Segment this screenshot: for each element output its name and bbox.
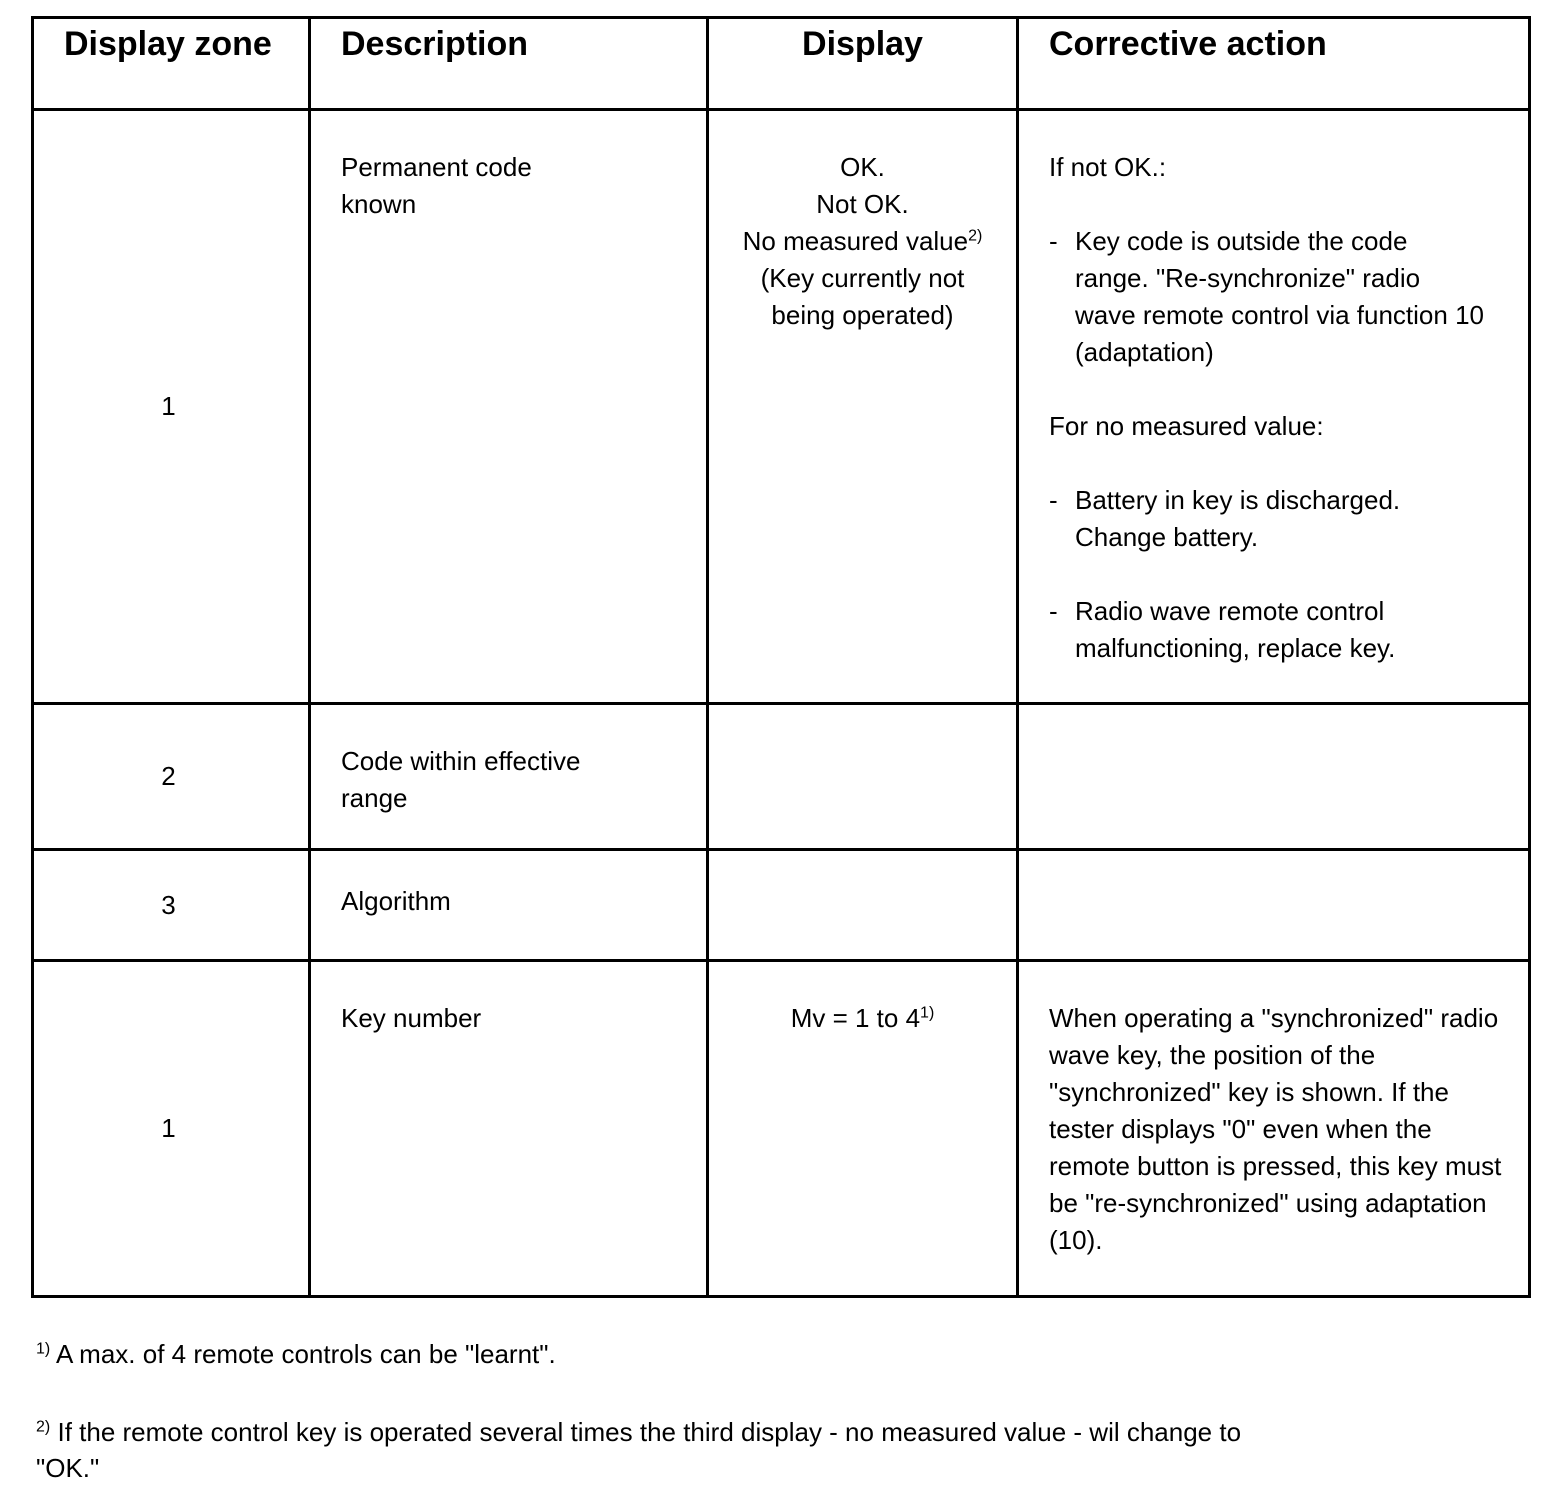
display-key-not-operated: (Key currently not being operated) — [760, 263, 965, 330]
footnote-text: If the remote control key is operated several times the third display - no measured value - wil change to "OK." — [36, 1417, 1242, 1483]
display-not-ok: Not OK. — [816, 189, 909, 219]
description-cell — [310, 850, 708, 961]
display-no-measured-value — [709, 223, 1016, 260]
description-text: Algorithm — [341, 886, 451, 916]
display-cell — [708, 704, 1018, 850]
footnote-2 — [36, 1414, 1276, 1486]
display-no-measured-value-text: No measured value — [742, 226, 969, 256]
table-header-row — [33, 18, 1530, 110]
corrective-action-cell — [1018, 850, 1530, 961]
footnote-text: A max. of 4 remote controls can be "learnt". — [56, 1339, 556, 1369]
zone-cell: 1 — [33, 110, 310, 704]
zone-cell: 2 — [33, 704, 310, 850]
display-ok: OK. — [840, 152, 885, 182]
footnote-mark: 1) — [36, 1340, 51, 1358]
corrective-action-cell — [1018, 110, 1530, 704]
description-cell — [310, 704, 708, 850]
corrective-bullet — [1049, 223, 1508, 371]
description-text: Permanent code known — [341, 152, 532, 219]
corrective-text: When operating a "synchronized" radio wave key, the position of the "synchronized" key is shown. If the tester displays "0" even when the remote button is pressed, this key must be "re-synchronized" using adaptation (10). — [1049, 1003, 1502, 1255]
footnote-mark: 2) — [36, 1418, 51, 1436]
header-display-zone: Display zone — [33, 18, 310, 110]
display-cell — [708, 110, 1018, 704]
corrective-if-not-ok: If not OK.: — [1049, 152, 1167, 182]
display-cell — [708, 961, 1018, 1297]
corrective-no-measured-value: For no measured value: — [1049, 411, 1324, 441]
corrective-bullet-text: Key code is outside the code range. "Re-synchronize" radio wave remote control via function 10 (adaptation) — [1075, 226, 1484, 367]
bullet-dash: - — [1049, 226, 1058, 256]
description-text: Key number — [341, 1003, 482, 1033]
display-cell — [708, 850, 1018, 961]
header-description: Description — [310, 18, 708, 110]
table-row — [33, 850, 1530, 961]
corrective-bullet — [1049, 482, 1508, 556]
corrective-bullet-text: Radio wave remote control malfunctioning, replace key. — [1075, 596, 1396, 663]
bullet-dash: - — [1049, 596, 1058, 626]
corrective-bullet — [1049, 593, 1508, 667]
bullet-dash: - — [1049, 485, 1058, 515]
table-row — [33, 961, 1530, 1297]
header-corrective-action: Corrective action — [1018, 18, 1530, 110]
footnote-ref-2: 2) — [968, 227, 983, 245]
footnote-1 — [36, 1336, 556, 1372]
table-row — [33, 704, 1530, 850]
corrective-bullet-text: Battery in key is discharged. Change battery. — [1075, 485, 1401, 552]
zone-cell: 3 — [33, 850, 310, 961]
display-key-range — [709, 1000, 1016, 1037]
zone-cell: 1 — [33, 961, 310, 1297]
diagnostic-table — [31, 16, 1531, 1298]
footnote-ref-1: 1) — [920, 1004, 935, 1022]
corrective-action-cell — [1018, 704, 1530, 850]
description-cell — [310, 961, 708, 1297]
display-key-range-text: Mv = 1 to 4 — [790, 1003, 921, 1033]
description-text: Code within effective range — [341, 746, 581, 813]
header-display: Display — [708, 18, 1018, 110]
table-row — [33, 110, 1530, 704]
corrective-action-cell — [1018, 961, 1530, 1297]
description-cell — [310, 110, 708, 704]
